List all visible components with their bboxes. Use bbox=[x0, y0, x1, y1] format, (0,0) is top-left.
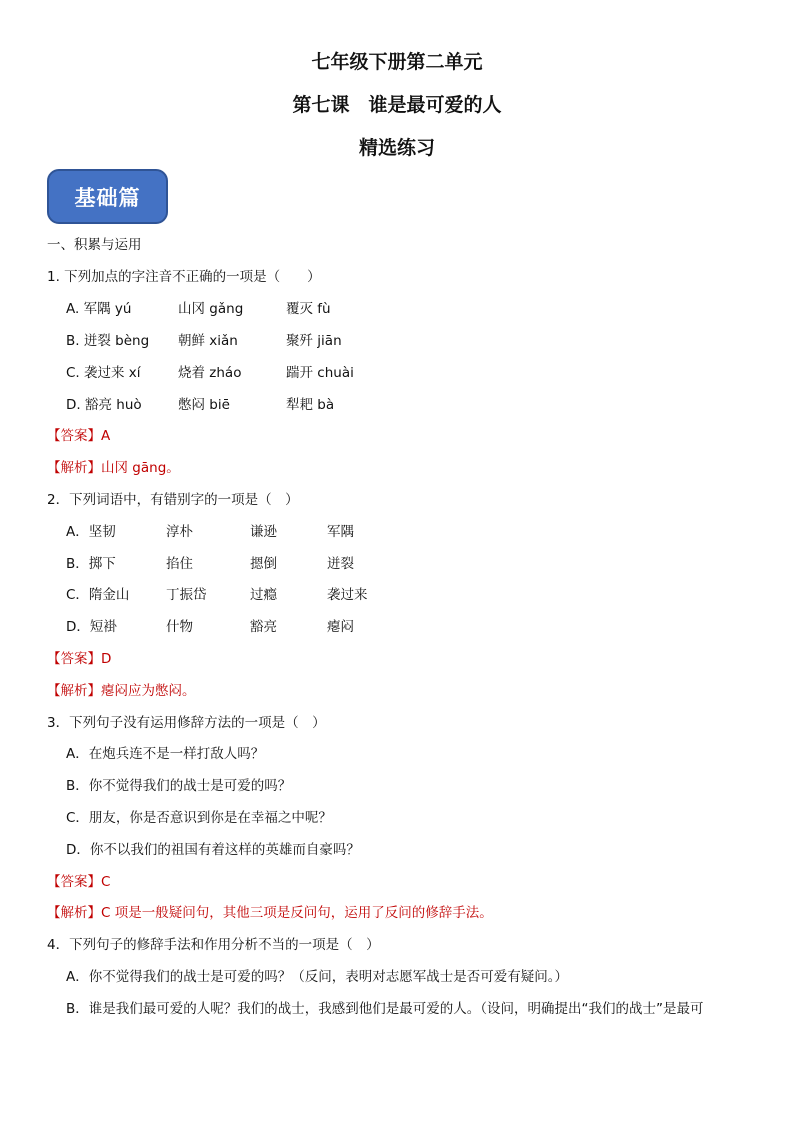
q1-option-d-1: D. 豁亮 huò bbox=[66, 397, 142, 413]
answer-value: D bbox=[101, 651, 112, 667]
q2-option-a-1: A．坚韧 bbox=[66, 524, 116, 540]
analysis-text: 瘪闷应为憋闷。 bbox=[101, 683, 196, 699]
q3-analysis bbox=[47, 904, 493, 922]
q3-option-c: C．朋友，你是否意识到你是在幸福之中呢？ bbox=[66, 810, 332, 826]
q1-option-b-1: B. 迸裂 bèng bbox=[66, 333, 150, 349]
question-1-stem: 1. 下列加点的字注音不正确的一项是（ ） bbox=[47, 269, 321, 285]
q2-option-a-4: 军隅 bbox=[327, 524, 354, 540]
q2-option-c-4: 袭过来 bbox=[327, 587, 368, 603]
q2-option-c-2: 丁振岱 bbox=[166, 587, 207, 603]
q1-option-d-2: 憋闷 biē bbox=[178, 397, 230, 413]
q2-option-b-1: B．掷下 bbox=[66, 556, 116, 572]
q1-option-b-3: 聚歼 jiān bbox=[286, 333, 342, 349]
analysis-text: 山冈 gāng。 bbox=[101, 460, 180, 476]
analysis-tag: 【解析】 bbox=[47, 683, 101, 699]
q2-option-b-3: 摁倒 bbox=[250, 556, 277, 572]
q2-answer bbox=[47, 650, 111, 668]
question-4-stem: 4．下列句子的修辞手法和作用分析不当的一项是（ ） bbox=[47, 937, 380, 953]
answer-value: A bbox=[101, 428, 111, 444]
q1-option-c-3: 踹开 chuài bbox=[286, 365, 354, 381]
q3-option-a: A．在炮兵连不是一样打敌人吗？ bbox=[66, 746, 265, 762]
q2-option-b-2: 掐住 bbox=[166, 556, 193, 572]
answer-tag: 【答案】 bbox=[47, 874, 101, 890]
q2-analysis bbox=[47, 682, 196, 700]
answer-value: C bbox=[101, 874, 111, 890]
lesson-title: 第七课 谁是最可爱的人 bbox=[292, 94, 502, 116]
q4-option-a: A．你不觉得我们的战士是可爱的吗？（反问，表明对志愿军战士是否可爱有疑问。） bbox=[66, 969, 568, 985]
q1-option-a-3: 覆灭 fù bbox=[286, 301, 331, 317]
q1-answer bbox=[47, 427, 110, 445]
q2-option-b-4: 迸裂 bbox=[327, 556, 354, 572]
analysis-tag: 【解析】 bbox=[47, 460, 101, 476]
q2-option-c-3: 过瘾 bbox=[250, 587, 277, 603]
q4-option-b: B．谁是我们最可爱的人呢？我们的战士，我感到他们是最可爱的人。（设问，明确提出“我们的战士”是最可 bbox=[66, 1001, 704, 1017]
q1-analysis bbox=[47, 459, 180, 477]
analysis-text: C 项是一般疑问句，其他三项是反问句，运用了反问的修辞手法。 bbox=[101, 905, 493, 921]
q2-option-a-3: 谦逊 bbox=[250, 524, 277, 540]
q1-option-c-2: 烧着 zháo bbox=[178, 365, 242, 381]
q1-option-b-2: 朝鲜 xiǎn bbox=[178, 333, 238, 349]
basic-section-badge: 基础篇 bbox=[47, 169, 168, 224]
section-heading: 一、积累与运用 bbox=[47, 237, 142, 253]
question-3-stem: 3．下列句子没有运用修辞方法的一项是（ ） bbox=[47, 715, 326, 731]
q2-option-d-1: D．短褂 bbox=[66, 619, 117, 635]
q1-option-c-1: C. 袭过来 xí bbox=[66, 365, 141, 381]
q3-option-b: B．你不觉得我们的战士是可爱的吗？ bbox=[66, 778, 292, 794]
question-2-stem: 2．下列词语中，有错别字的一项是（ ） bbox=[47, 492, 299, 508]
q2-option-d-2: 什物 bbox=[166, 619, 193, 635]
analysis-tag: 【解析】 bbox=[47, 905, 101, 921]
answer-tag: 【答案】 bbox=[47, 428, 101, 444]
q3-option-d: D．你不以我们的祖国有着这样的英雄而自豪吗？ bbox=[66, 842, 360, 858]
q1-option-a-2: 山冈 gǎng bbox=[178, 301, 244, 317]
q2-option-d-3: 豁亮 bbox=[250, 619, 277, 635]
unit-title: 七年级下册第二单元 bbox=[311, 51, 483, 73]
q1-option-a-1: A. 军隅 yú bbox=[66, 301, 132, 317]
q2-option-c-1: C．隋金山 bbox=[66, 587, 130, 603]
answer-tag: 【答案】 bbox=[47, 651, 101, 667]
q2-option-a-2: 淳朴 bbox=[166, 524, 193, 540]
practice-title: 精选练习 bbox=[358, 137, 435, 159]
q3-answer bbox=[47, 873, 110, 891]
q1-option-d-3: 犁耙 bà bbox=[286, 397, 335, 413]
q2-option-d-4: 瘪闷 bbox=[327, 619, 354, 635]
